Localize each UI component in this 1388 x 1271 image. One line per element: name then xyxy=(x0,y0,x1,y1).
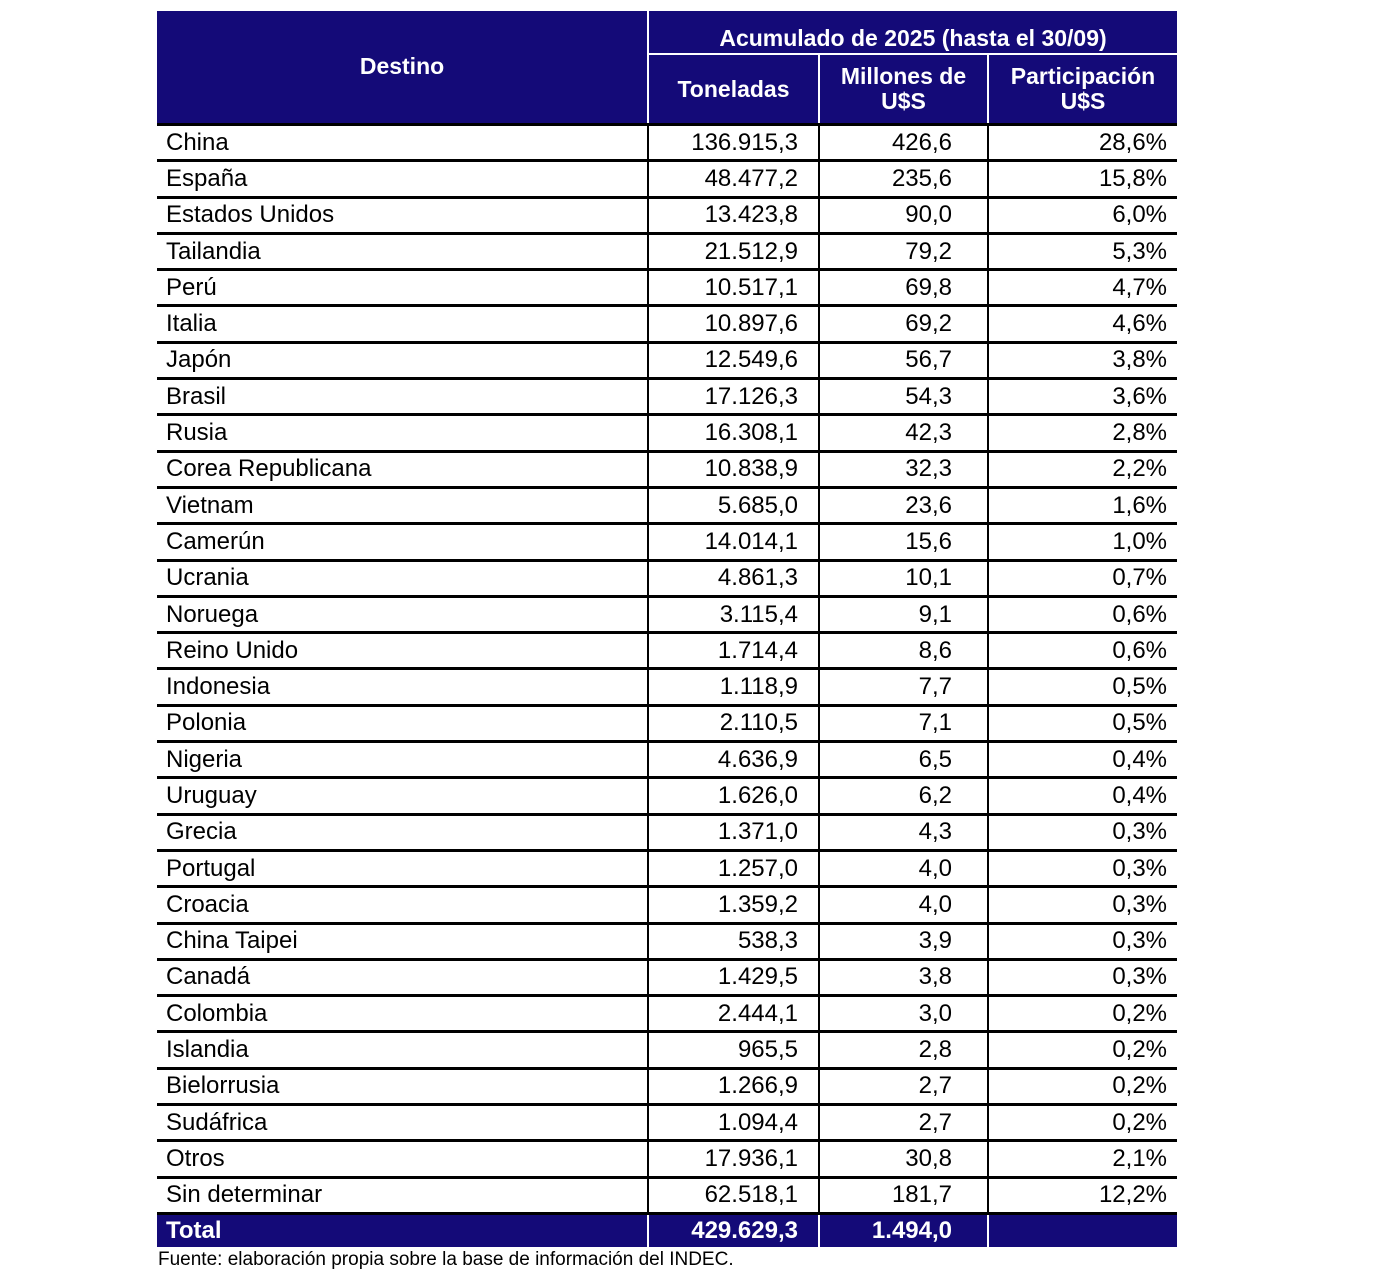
cell-participacion: 1,6% xyxy=(988,487,1177,523)
cell-participacion: 0,2% xyxy=(988,1068,1177,1104)
cell-destino: Polonia xyxy=(157,705,648,741)
table-row xyxy=(157,451,1177,487)
cell-destino: Nigeria xyxy=(157,742,648,778)
cell-toneladas: 4.861,3 xyxy=(648,560,819,596)
cell-destino: Sin determinar xyxy=(157,1177,648,1213)
cell-millones-usd: 79,2 xyxy=(819,233,988,269)
table-row xyxy=(157,560,1177,596)
table-row xyxy=(157,524,1177,560)
cell-toneladas: 2.444,1 xyxy=(648,996,819,1032)
cell-millones-usd: 2,7 xyxy=(819,1105,988,1141)
cell-participacion: 3,6% xyxy=(988,379,1177,415)
cell-millones-usd: 2,8 xyxy=(819,1032,988,1068)
cell-toneladas: 965,5 xyxy=(648,1032,819,1068)
table-row xyxy=(157,487,1177,523)
cell-destino: Vietnam xyxy=(157,487,648,523)
cell-destino: Sudáfrica xyxy=(157,1105,648,1141)
cell-toneladas: 1.094,4 xyxy=(648,1105,819,1141)
header-destino: Destino xyxy=(157,11,648,125)
cell-millones-usd: 7,7 xyxy=(819,669,988,705)
cell-destino: Islandia xyxy=(157,1032,648,1068)
cell-millones-usd: 9,1 xyxy=(819,596,988,632)
cell-participacion: 4,6% xyxy=(988,306,1177,342)
cell-toneladas: 17.936,1 xyxy=(648,1141,819,1177)
table-row xyxy=(157,197,1177,233)
cell-millones-usd: 42,3 xyxy=(819,415,988,451)
cell-toneladas: 13.423,8 xyxy=(648,197,819,233)
cell-participacion: 0,2% xyxy=(988,996,1177,1032)
table-row xyxy=(157,125,1177,161)
cell-millones-usd: 15,6 xyxy=(819,524,988,560)
cell-participacion: 0,3% xyxy=(988,923,1177,959)
cell-participacion: 0,3% xyxy=(988,850,1177,886)
cell-toneladas: 3.115,4 xyxy=(648,596,819,632)
table-row xyxy=(157,742,1177,778)
cell-millones-usd: 10,1 xyxy=(819,560,988,596)
cell-destino: Japón xyxy=(157,342,648,378)
cell-participacion: 4,7% xyxy=(988,270,1177,306)
cell-destino: Noruega xyxy=(157,596,648,632)
cell-destino: Bielorrusia xyxy=(157,1068,648,1104)
cell-millones-usd: 8,6 xyxy=(819,633,988,669)
cell-destino: Brasil xyxy=(157,379,648,415)
cell-toneladas: 4.636,9 xyxy=(648,742,819,778)
cell-millones-usd: 23,6 xyxy=(819,487,988,523)
cell-toneladas: 12.549,6 xyxy=(648,342,819,378)
cell-toneladas: 10.838,9 xyxy=(648,451,819,487)
table-row xyxy=(157,669,1177,705)
cell-destino: Italia xyxy=(157,306,648,342)
table-row xyxy=(157,814,1177,850)
cell-millones-usd: 32,3 xyxy=(819,451,988,487)
header-period-group: Acumulado de 2025 (hasta el 30/09) xyxy=(648,11,1177,54)
table-row xyxy=(157,887,1177,923)
source-note: Fuente: elaboración propia sobre la base de información del INDEC. xyxy=(158,1248,734,1270)
cell-participacion: 2,2% xyxy=(988,451,1177,487)
table-row xyxy=(157,850,1177,886)
cell-destino: Indonesia xyxy=(157,669,648,705)
table-row xyxy=(157,233,1177,269)
cell-destino: España xyxy=(157,161,648,197)
cell-millones-usd: 3,9 xyxy=(819,923,988,959)
cell-destino: Otros xyxy=(157,1141,648,1177)
cell-toneladas: 62.518,1 xyxy=(648,1177,819,1213)
cell-destino: Reino Unido xyxy=(157,633,648,669)
cell-millones-usd: 54,3 xyxy=(819,379,988,415)
total-row xyxy=(157,1213,1177,1247)
cell-participacion: 6,0% xyxy=(988,197,1177,233)
cell-destino: China xyxy=(157,125,648,161)
table-row xyxy=(157,1141,1177,1177)
cell-millones-usd: 56,7 xyxy=(819,342,988,378)
cell-toneladas: 1.714,4 xyxy=(648,633,819,669)
table-row xyxy=(157,415,1177,451)
cell-destino: Uruguay xyxy=(157,778,648,814)
table-row xyxy=(157,379,1177,415)
cell-participacion: 5,3% xyxy=(988,233,1177,269)
cell-toneladas: 538,3 xyxy=(648,923,819,959)
cell-toneladas: 1.429,5 xyxy=(648,959,819,995)
cell-toneladas: 1.371,0 xyxy=(648,814,819,850)
cell-toneladas: 14.014,1 xyxy=(648,524,819,560)
cell-destino: Canadá xyxy=(157,959,648,995)
cell-millones-usd: 30,8 xyxy=(819,1141,988,1177)
cell-participacion: 0,3% xyxy=(988,814,1177,850)
cell-millones-usd: 4,3 xyxy=(819,814,988,850)
cell-participacion: 0,4% xyxy=(988,778,1177,814)
cell-toneladas: 1.266,9 xyxy=(648,1068,819,1104)
table-row xyxy=(157,1032,1177,1068)
cell-millones-usd: 69,8 xyxy=(819,270,988,306)
cell-participacion: 0,3% xyxy=(988,959,1177,995)
table-row xyxy=(157,1105,1177,1141)
cell-destino: Croacia xyxy=(157,887,648,923)
cell-destino: China Taipei xyxy=(157,923,648,959)
cell-destino: Colombia xyxy=(157,996,648,1032)
cell-participacion: 0,6% xyxy=(988,633,1177,669)
cell-destino: Portugal xyxy=(157,850,648,886)
cell-participacion: 28,6% xyxy=(988,125,1177,161)
table-row xyxy=(157,959,1177,995)
table-row xyxy=(157,161,1177,197)
cell-millones-usd: 4,0 xyxy=(819,887,988,923)
total-millones-usd: 1.494,0 xyxy=(819,1213,988,1247)
total-label: Total xyxy=(157,1213,648,1247)
cell-participacion: 2,1% xyxy=(988,1141,1177,1177)
table-row xyxy=(157,633,1177,669)
cell-toneladas: 16.308,1 xyxy=(648,415,819,451)
table-header xyxy=(157,11,1177,125)
cell-toneladas: 2.110,5 xyxy=(648,705,819,741)
cell-destino: Rusia xyxy=(157,415,648,451)
header-millones-usd: Millones de U$S xyxy=(819,54,988,125)
cell-toneladas: 10.517,1 xyxy=(648,270,819,306)
cell-participacion: 0,4% xyxy=(988,742,1177,778)
cell-participacion: 2,8% xyxy=(988,415,1177,451)
total-participacion xyxy=(988,1213,1177,1247)
cell-participacion: 12,2% xyxy=(988,1177,1177,1213)
cell-participacion: 1,0% xyxy=(988,524,1177,560)
table-row xyxy=(157,778,1177,814)
cell-participacion: 0,2% xyxy=(988,1032,1177,1068)
cell-destino: Estados Unidos xyxy=(157,197,648,233)
cell-millones-usd: 2,7 xyxy=(819,1068,988,1104)
table-row xyxy=(157,270,1177,306)
cell-participacion: 0,6% xyxy=(988,596,1177,632)
cell-toneladas: 21.512,9 xyxy=(648,233,819,269)
cell-millones-usd: 3,8 xyxy=(819,959,988,995)
table-row xyxy=(157,705,1177,741)
total-toneladas: 429.629,3 xyxy=(648,1213,819,1247)
cell-destino: Ucrania xyxy=(157,560,648,596)
cell-toneladas: 5.685,0 xyxy=(648,487,819,523)
cell-toneladas: 10.897,6 xyxy=(648,306,819,342)
table-row xyxy=(157,923,1177,959)
cell-millones-usd: 3,0 xyxy=(819,996,988,1032)
cell-millones-usd: 4,0 xyxy=(819,850,988,886)
table-row xyxy=(157,342,1177,378)
table-body xyxy=(157,125,1177,1247)
cell-millones-usd: 6,2 xyxy=(819,778,988,814)
cell-participacion: 0,7% xyxy=(988,560,1177,596)
exports-by-destination-table xyxy=(157,11,1177,1247)
cell-toneladas: 1.257,0 xyxy=(648,850,819,886)
cell-toneladas: 136.915,3 xyxy=(648,125,819,161)
cell-toneladas: 17.126,3 xyxy=(648,379,819,415)
cell-destino: Camerún xyxy=(157,524,648,560)
cell-participacion: 3,8% xyxy=(988,342,1177,378)
table-row xyxy=(157,596,1177,632)
cell-participacion: 0,3% xyxy=(988,887,1177,923)
header-participacion-usd: Participación U$S xyxy=(988,54,1177,125)
cell-destino: Corea Republicana xyxy=(157,451,648,487)
table-row xyxy=(157,306,1177,342)
cell-toneladas: 1.359,2 xyxy=(648,887,819,923)
cell-participacion: 0,2% xyxy=(988,1105,1177,1141)
header-toneladas: Toneladas xyxy=(648,54,819,125)
cell-millones-usd: 90,0 xyxy=(819,197,988,233)
table-row xyxy=(157,1177,1177,1213)
cell-millones-usd: 69,2 xyxy=(819,306,988,342)
cell-destino: Grecia xyxy=(157,814,648,850)
exports-table-container xyxy=(157,11,1177,1271)
cell-participacion: 15,8% xyxy=(988,161,1177,197)
cell-toneladas: 1.626,0 xyxy=(648,778,819,814)
cell-millones-usd: 426,6 xyxy=(819,125,988,161)
cell-destino: Tailandia xyxy=(157,233,648,269)
cell-participacion: 0,5% xyxy=(988,669,1177,705)
cell-participacion: 0,5% xyxy=(988,705,1177,741)
cell-toneladas: 48.477,2 xyxy=(648,161,819,197)
table-row xyxy=(157,996,1177,1032)
cell-millones-usd: 181,7 xyxy=(819,1177,988,1213)
table-row xyxy=(157,1068,1177,1104)
cell-millones-usd: 6,5 xyxy=(819,742,988,778)
cell-toneladas: 1.118,9 xyxy=(648,669,819,705)
cell-destino: Perú xyxy=(157,270,648,306)
cell-millones-usd: 7,1 xyxy=(819,705,988,741)
cell-millones-usd: 235,6 xyxy=(819,161,988,197)
